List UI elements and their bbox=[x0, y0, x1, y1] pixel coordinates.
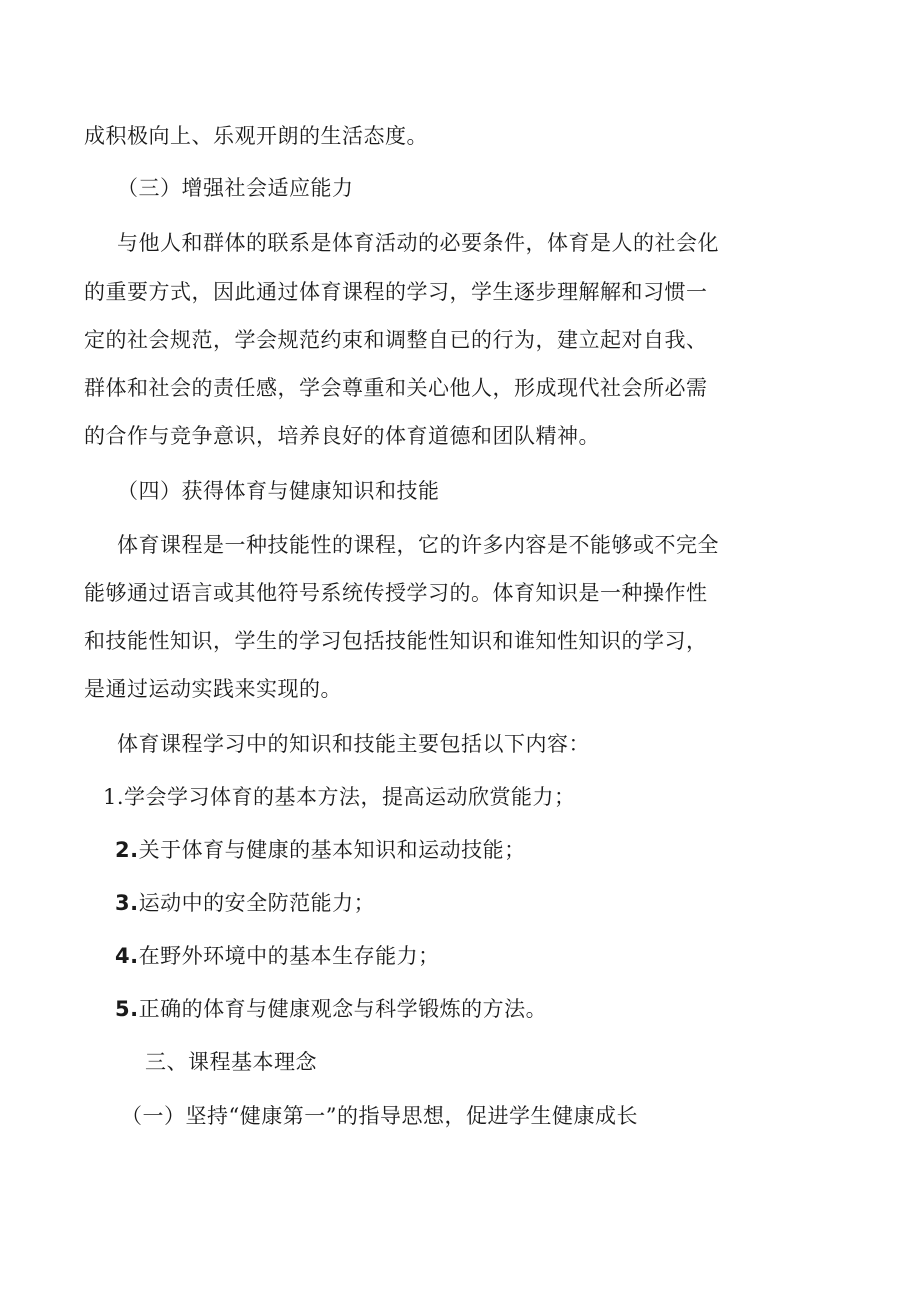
paragraph-line: 的合作与竞争意识，培养良好的体育道德和团队精神。 bbox=[84, 424, 600, 448]
list-item bbox=[115, 836, 526, 864]
paragraph-line: 体育课程学习中的知识和技能主要包括以下内容： bbox=[117, 732, 590, 756]
list-item-text: 在野外环境中的基本生存能力； bbox=[138, 944, 440, 968]
list-item bbox=[115, 995, 547, 1023]
paragraph-line: 是通过运动实践来实现的。 bbox=[84, 677, 342, 701]
list-item bbox=[115, 889, 375, 917]
list-item bbox=[115, 942, 440, 970]
subsection-heading-4: （四）获得体育与健康知识和技能 bbox=[117, 479, 440, 503]
paragraph-line: 和技能性知识，学生的学习包括技能性知识和谁知性知识的学习， bbox=[84, 629, 708, 653]
paragraph-line: 群体和社会的责任感，学会尊重和关心他人，形成现代社会所必需 bbox=[84, 376, 708, 400]
paragraph-line: 与他人和群体的联系是体育活动的必要条件，体育是人的社会化 bbox=[117, 231, 719, 255]
list-item-number: 4. bbox=[115, 944, 139, 968]
paragraph-line: 成积极向上、乐观开朗的生活态度。 bbox=[84, 124, 428, 148]
section-heading: 三、课程基本理念 bbox=[145, 1050, 317, 1074]
list-item-number: 5. bbox=[115, 997, 139, 1021]
paragraph-line: 定的社会规范，学会规范约束和调整自已的行为，建立起对自我、 bbox=[84, 328, 708, 352]
list-item-text: 正确的体育与健康观念与科学锻炼的方法。 bbox=[138, 997, 548, 1021]
list-item-text: 学会学习体育的基本方法，提高运动欣赏能力； bbox=[124, 785, 576, 809]
list-item-number: 2. bbox=[115, 838, 139, 862]
list-item-text: 运动中的安全防范能力； bbox=[138, 891, 376, 915]
list-item-number: 3. bbox=[115, 891, 139, 915]
list-item-number: 1. bbox=[103, 785, 125, 809]
subsection-heading-1: （一）坚持“健康第一”的指导思想，促进学生健康成长 bbox=[121, 1104, 638, 1128]
paragraph-line: 的重要方式，因此通过体育课程的学习，学生逐步理解解和习惯一 bbox=[84, 280, 708, 304]
subsection-heading-3: （三）增强社会适应能力 bbox=[117, 176, 354, 200]
list-item-text: 关于体育与健康的基本知识和运动技能； bbox=[138, 838, 526, 862]
list-item bbox=[103, 783, 576, 811]
paragraph-line: 体育课程是一种技能性的课程，它的许多内容是不能够或不完全 bbox=[117, 533, 719, 557]
paragraph-line: 能够通过语言或其他符号系统传授学习的。体育知识是一种操作性 bbox=[84, 581, 708, 605]
